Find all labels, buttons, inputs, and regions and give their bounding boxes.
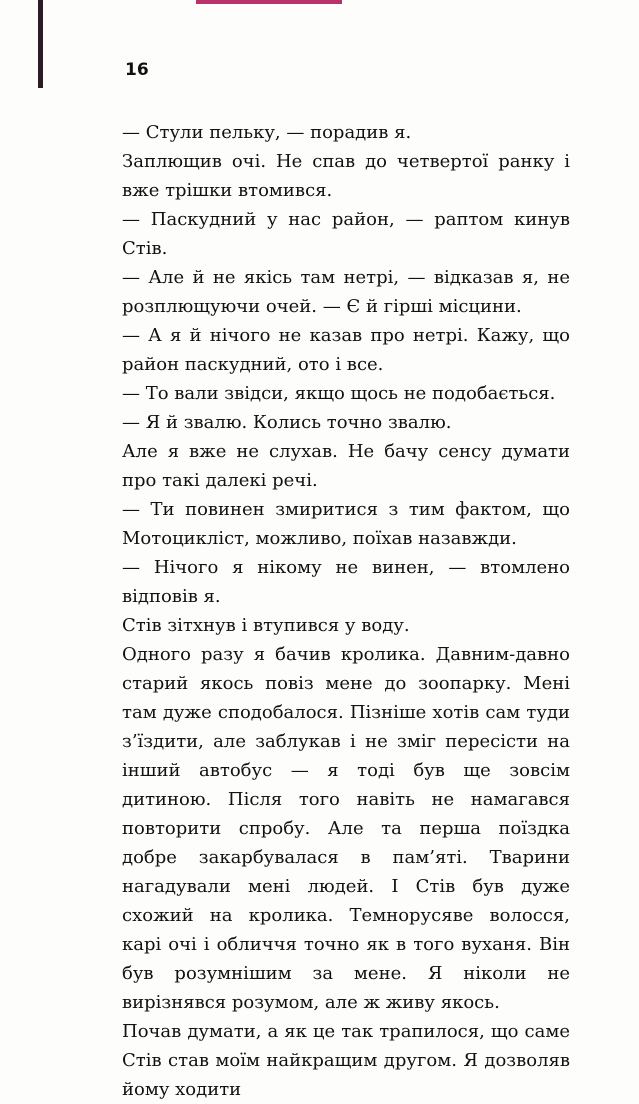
page-top-edge-mark bbox=[196, 0, 342, 4]
paragraph: — Я й звалю. Колись точно звалю. bbox=[122, 412, 452, 433]
body-text bbox=[122, 118, 570, 1104]
paragraph: — А я й нічого не казав про нетрі. Кажу, що район паскудний, ото і все. bbox=[122, 325, 570, 375]
paragraph: Заплющив очі. Не спав до четвертої ранку і вже трішки втомився. bbox=[122, 151, 570, 201]
paragraph: — То вали звідси, якщо щось не подобається. bbox=[122, 383, 556, 404]
paragraph: — Паскудний у нас район, — раптом кинув Стів. bbox=[122, 209, 570, 259]
paragraph: — Нічого я нікому не винен, — втомлено відповів я. bbox=[122, 557, 570, 607]
paragraph: Одного разу я бачив кролика. Давним-давно старий якось повіз мене до зоопарку. Мені там дуже сподобалося. Пізніше хотів сам туди з’їздити, але заблукав і не зміг пересісти на інший автобус — я тоді був ще зовсім дитиною. Після того навіть не намагався повторити спробу. Але та перша поїздка добре закарбувалася в пам’яті. Тварини нагадували мені людей. І Стів був дуже схожий на кролика. Темнорусяве волосся, карі очі і обличчя точно як в того вуханя. Він був розумнішим за мене. Я ніколи не вирізнявся розумом, але ж живу якось. bbox=[122, 644, 570, 1013]
page-spine-edge bbox=[38, 0, 43, 88]
paragraph: Але я вже не слухав. Не бачу сенсу думати про такі далекі речі. bbox=[122, 441, 570, 491]
page-number: 16 bbox=[125, 60, 149, 80]
paragraph: — Ти повинен змиритися з тим фактом, що Мотоцикліст, можливо, поїхав назавжди. bbox=[122, 499, 570, 549]
paragraph: — Стули пельку, — порадив я. bbox=[122, 122, 412, 143]
paragraph: Почав думати, а як це так трапилося, що саме Стів став моїм найкращим другом. Я дозволяв йому ходити bbox=[122, 1021, 570, 1100]
paragraph: Стів зітхнув і втупився у воду. bbox=[122, 615, 410, 636]
paragraph: — Але й не якісь там нетрі, — відказав я, не розплющуючи очей. — Є й гірші місцини. bbox=[122, 267, 570, 317]
